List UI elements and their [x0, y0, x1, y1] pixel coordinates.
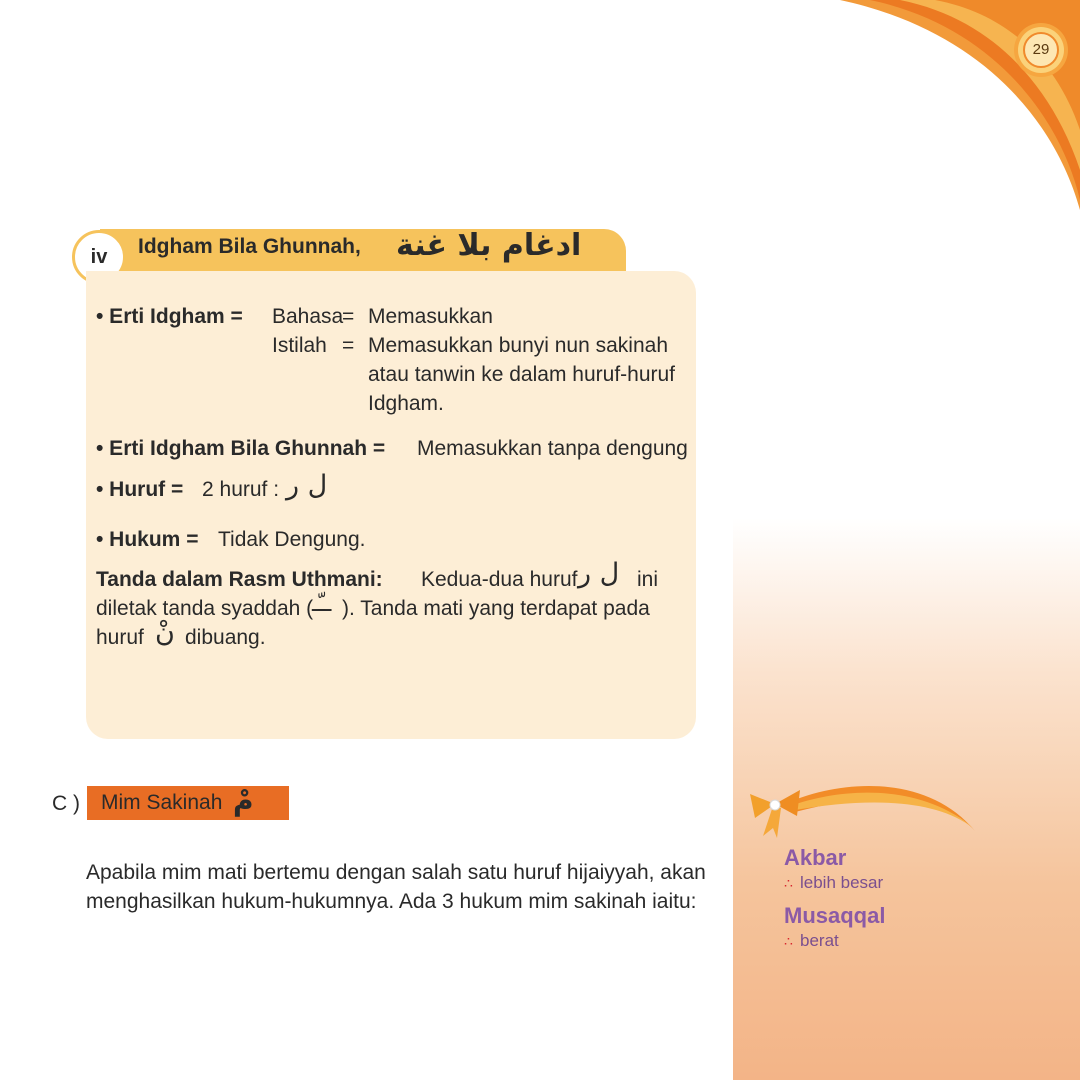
tanda-line-3b: dibuang.: [185, 626, 266, 649]
huruf-arabic: ل ر: [286, 470, 328, 501]
bila-ghunnah-label: • Erti Idgham Bila Ghunnah =: [96, 437, 386, 460]
glossary-meaning-akbar: lebih besar: [800, 873, 884, 892]
section-c-label: C ): [52, 792, 80, 815]
glossary-term-musaqqal: Musaqqal: [784, 903, 886, 928]
istilah-line-1: Memasukkan bunyi nun sakinah: [368, 334, 669, 357]
section-c-paragraph-line-1: Apabila mim mati bertemu dengan salah satu huruf hijaiyyah, akan: [86, 861, 706, 884]
huruf-label: • Huruf =: [96, 478, 184, 501]
istilah-line-2: atau tanwin ke dalam huruf-huruf: [368, 363, 676, 386]
tanda-label: Tanda dalam Rasm Uthmani:: [96, 568, 383, 591]
syaddah-glyph: ــّـ: [312, 592, 332, 617]
glossary-dots-icon: ∴: [784, 933, 793, 949]
istilah-line-3: Idgham.: [368, 392, 444, 415]
istilah-equals: =: [342, 334, 355, 357]
tanda-line-3a: huruf: [96, 626, 144, 649]
tanda-text-2: ini: [637, 568, 659, 591]
tanda-line-2a: diletak tanda syaddah (: [96, 597, 314, 620]
tanda-text-1: Kedua-dua huruf: [421, 568, 578, 591]
huruf-value: 2 huruf :: [202, 478, 280, 501]
ribbon-bow-icon: [745, 776, 985, 846]
section-c-title: Mim Sakinah: [101, 791, 223, 814]
erti-idgham-label: • Erti Idgham =: [96, 305, 243, 328]
bila-ghunnah-value: Memasukkan tanpa dengung: [417, 437, 688, 460]
istilah-label: Istilah: [272, 334, 327, 357]
section-roman-numeral: iv: [72, 230, 126, 284]
glossary-term-akbar: Akbar: [784, 845, 847, 870]
tanda-arabic: ل ر: [578, 558, 620, 589]
section-title: Idgham Bila Ghunnah,: [138, 235, 361, 258]
bahasa-equals: =: [342, 305, 355, 328]
tanda-line-2b: ). Tanda mati yang terdapat pada: [342, 597, 650, 620]
bahasa-value: Memasukkan: [368, 305, 493, 328]
page-number: 29: [1032, 41, 1050, 58]
bahasa-label: Bahasa: [272, 305, 344, 328]
section-c-arabic: مْ: [233, 784, 254, 817]
hukum-label: • Hukum =: [96, 528, 199, 551]
hukum-value: Tidak Dengung.: [218, 528, 366, 551]
glossary-dots-icon: ∴: [784, 875, 793, 891]
section-title-arabic: ادغام بلا غنة: [396, 228, 582, 263]
section-c-paragraph-line-2: menghasilkan hukum-hukumnya. Ada 3 hukum mim sakinah iaitu:: [86, 890, 697, 913]
nun-glyph: نْ: [155, 617, 175, 648]
glossary-meaning-musaqqal: berat: [800, 931, 839, 950]
